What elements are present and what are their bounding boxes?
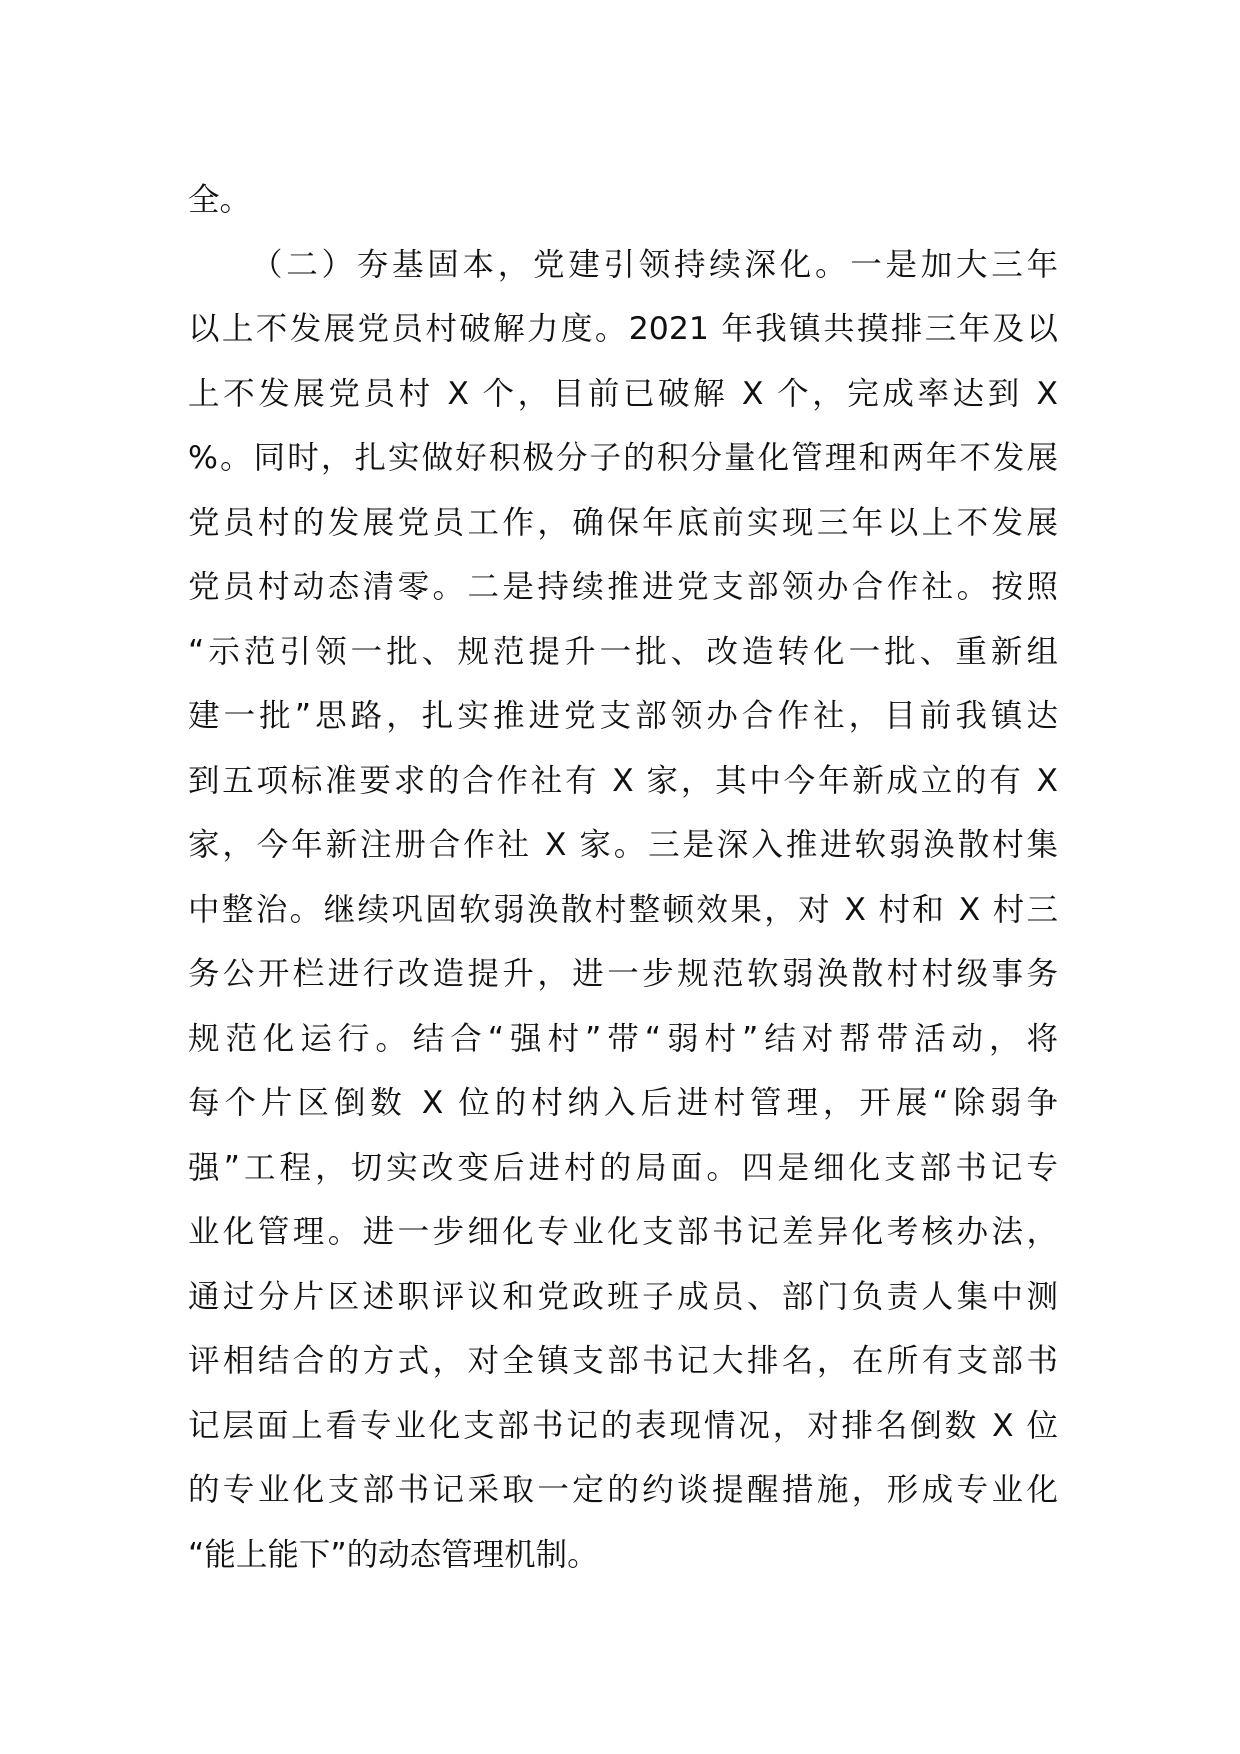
text-line: 业化管理。进一步细化专业化支部书记差异化考核办法， bbox=[188, 1214, 1058, 1250]
text-line: 党员村的发展党员工作，确保年底前实现三年以上不发展 bbox=[188, 504, 1058, 541]
body-text bbox=[188, 168, 1058, 1587]
text-line: 强”工程，切实改变后进村的局面。四是细化支部书记专 bbox=[188, 1149, 1058, 1186]
text-line: 中整治。继续巩固软弱涣散村整顿效果，对 X 村和 X 村三 bbox=[188, 891, 1058, 928]
text-line: 党员村动态清零。二是持续推进党支部领办合作社。按照 bbox=[188, 569, 1058, 605]
text-line: 建一批”思路，扎实推进党支部领办合作社，目前我镇达 bbox=[188, 698, 1058, 734]
text-line: 记层面上看专业化支部书记的表现情况，对排名倒数 X 位 bbox=[188, 1407, 1058, 1444]
text-line: 每个片区倒数 X 位的村纳入后进村管理，开展“除弱争 bbox=[188, 1085, 1058, 1121]
text-line: 的专业化支部书记采取一定的约谈提醒措施，形成专业化 bbox=[188, 1472, 1058, 1508]
text-line: 规范化运行。结合“强村”带“弱村”结对帮带活动，将 bbox=[188, 1020, 1058, 1057]
text-line: 以上不发展党员村破解力度。2021 年我镇共摸排三年及以 bbox=[188, 311, 1058, 347]
text-line: 通过分片区述职评议和党政班子成员、部门负责人集中测 bbox=[188, 1278, 1058, 1315]
text-line: “能上能下”的动态管理机制。 bbox=[188, 1536, 599, 1573]
text-line: 全。 bbox=[188, 182, 252, 218]
text-line: 到五项标准要求的合作社有 X 家，其中今年新成立的有 X bbox=[188, 762, 1058, 799]
text-line: 家，今年新注册合作社 X 家。三是深入推进软弱涣散村集 bbox=[188, 827, 1058, 863]
text-line: 上不发展党员村 X 个，目前已破解 X 个，完成率达到 X bbox=[188, 375, 1058, 412]
text-line: “示范引领一批、规范提升一批、改造转化一批、重新组 bbox=[188, 633, 1058, 670]
text-line: 务公开栏进行改造提升，进一步规范软弱涣散村村级事务 bbox=[188, 956, 1058, 992]
text-line: %。同时，扎实做好积极分子的积分量化管理和两年不发展 bbox=[188, 440, 1058, 476]
text-line: 评相结合的方式，对全镇支部书记大排名，在所有支部书 bbox=[188, 1343, 1058, 1379]
section-heading-line: （二）夯基固本，党建引领持续深化。一是加大三年 bbox=[251, 246, 1058, 283]
